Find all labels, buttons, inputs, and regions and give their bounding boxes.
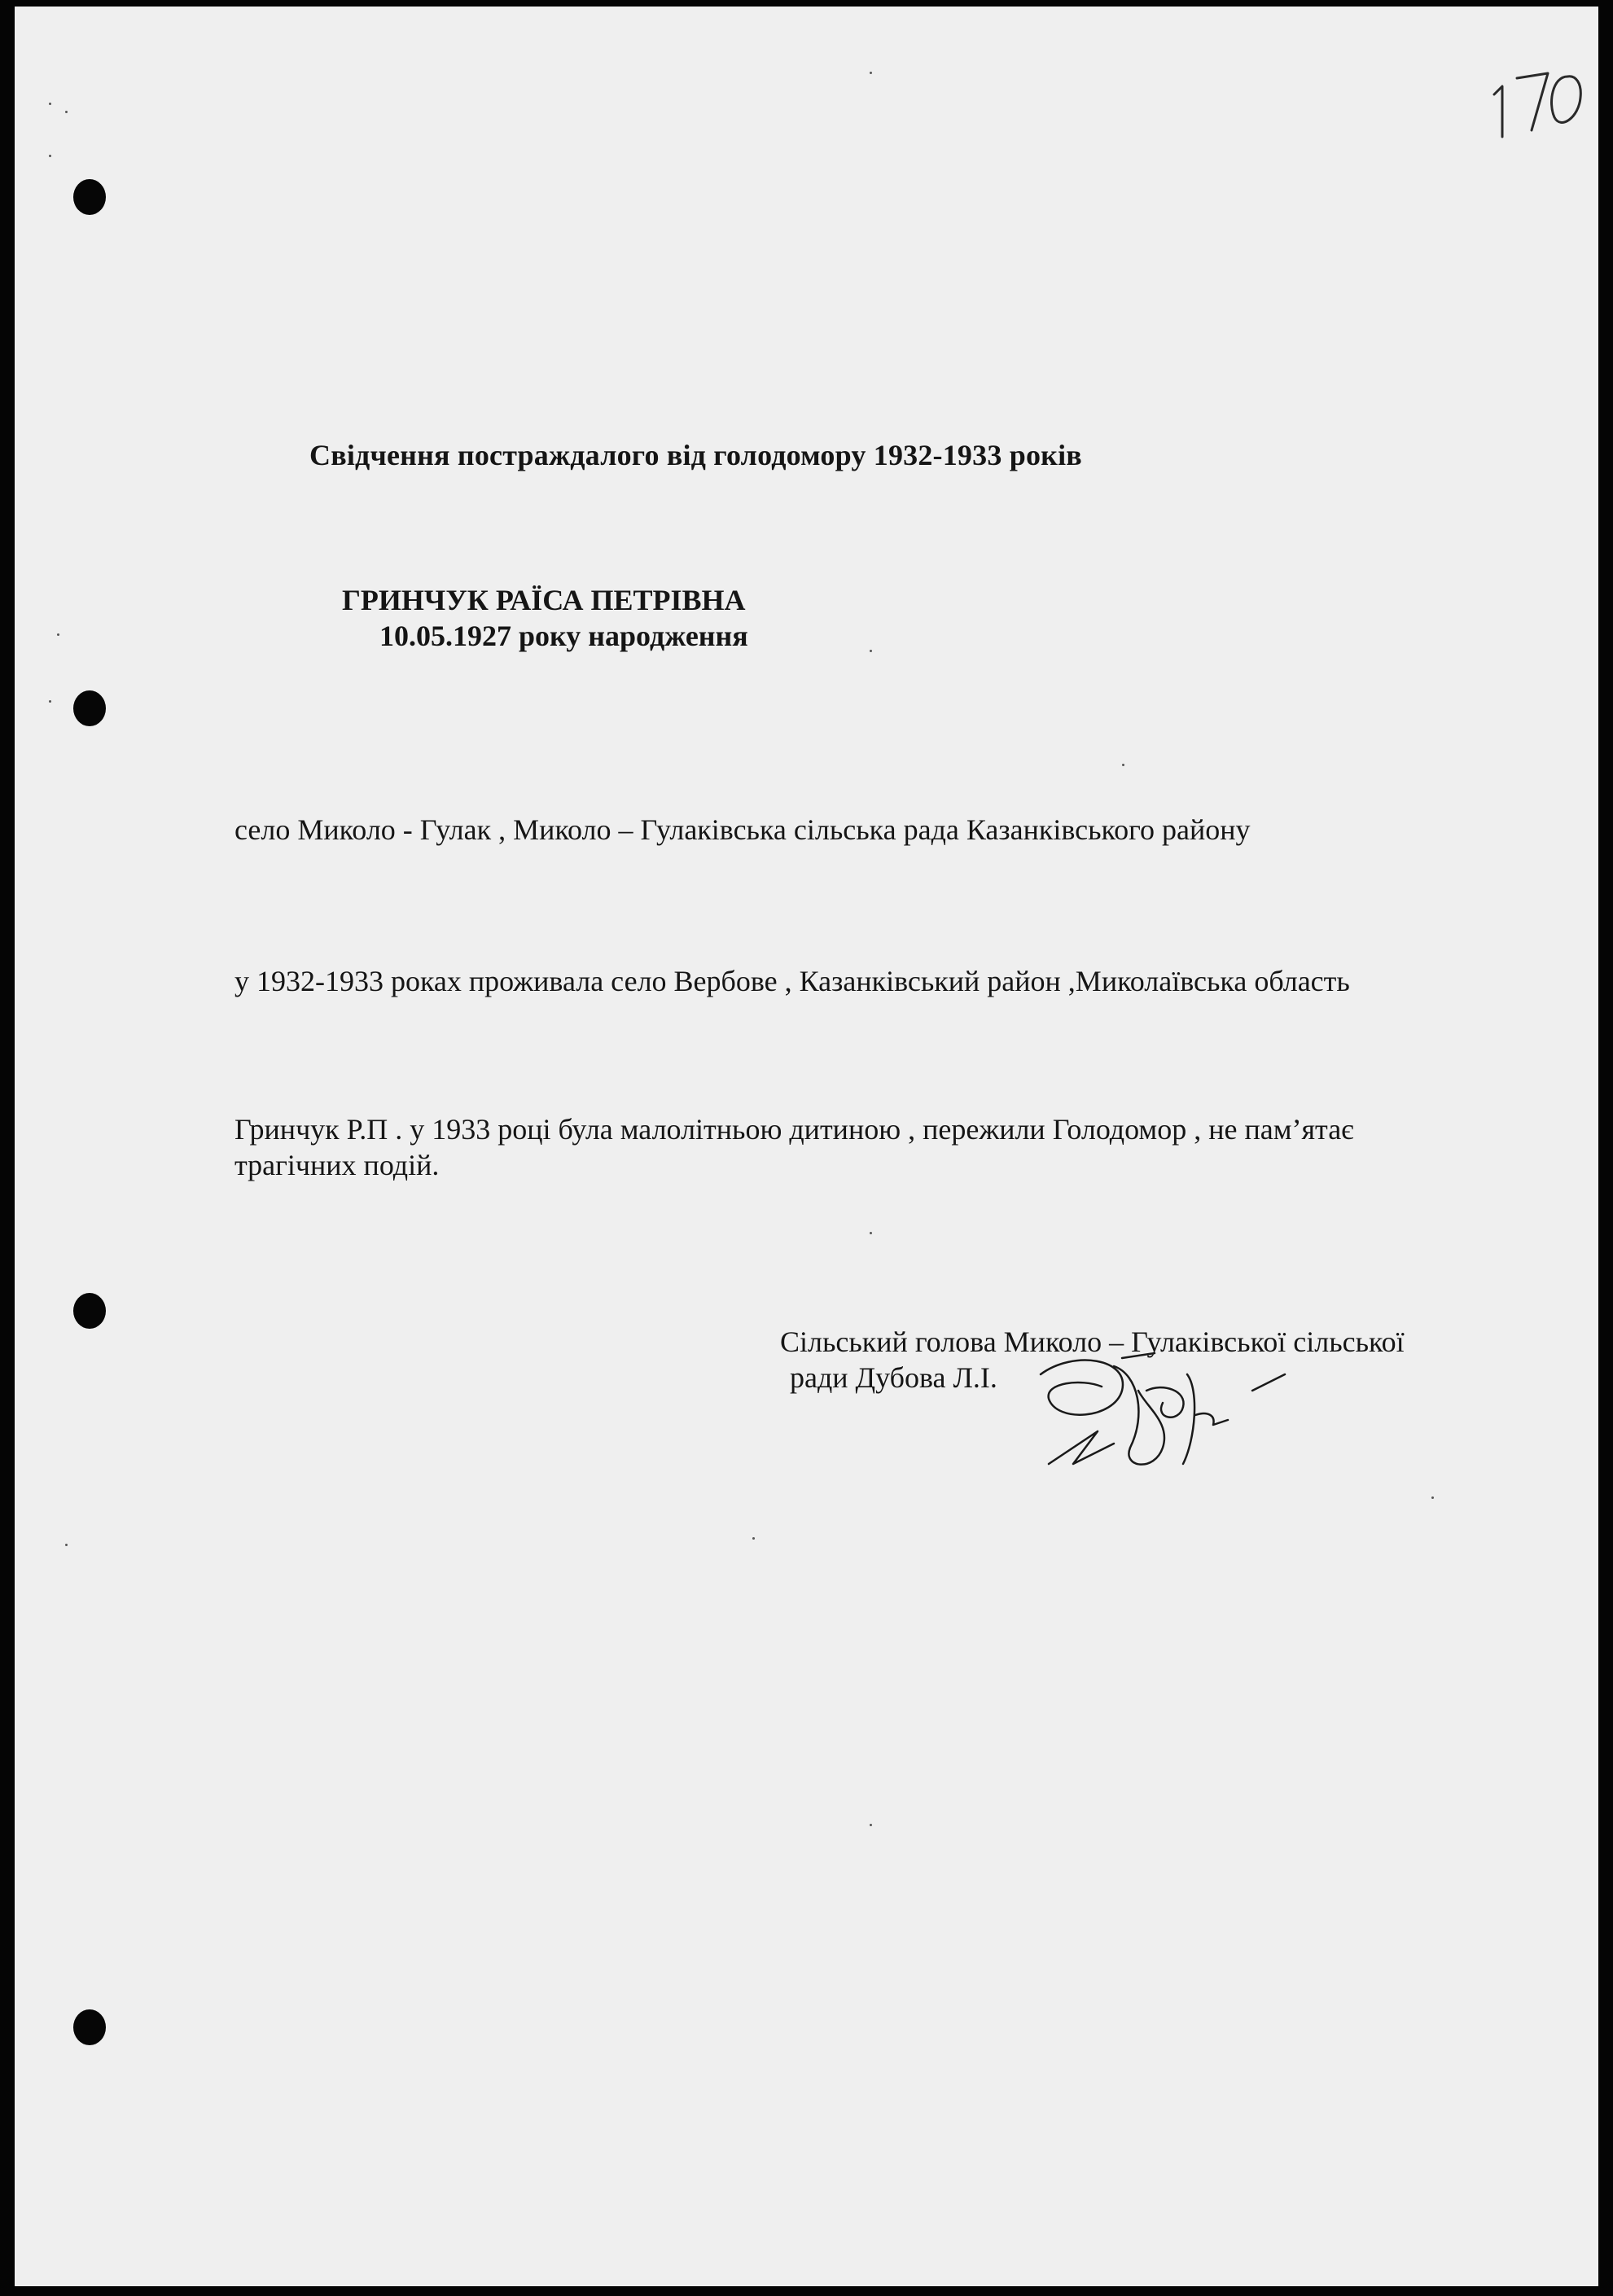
- scan-speck: [752, 1537, 755, 1540]
- scan-speck: [870, 1824, 872, 1826]
- document-page: [15, 7, 1598, 2286]
- scan-speck: [65, 1544, 68, 1546]
- residence-text: село Миколо - Гулак , Миколо – Гулаківська сільська рада Казанківського району: [234, 813, 1251, 846]
- punch-hole-1: [73, 179, 106, 215]
- punch-hole-2: [73, 690, 106, 726]
- scan-speck: [1431, 1496, 1434, 1499]
- scan-speck: [57, 633, 59, 636]
- scan-speck: [1122, 764, 1124, 766]
- document-title: Свідчення постраждалого від голодомору 1932-1933 років: [309, 439, 1082, 471]
- scan-speck: [49, 103, 51, 105]
- scan-speck: [870, 1232, 872, 1234]
- punch-hole-3: [73, 1293, 106, 1329]
- handwritten-page-number: [1484, 55, 1590, 145]
- handwritten-signature: [1024, 1342, 1301, 1488]
- scan-speck: [49, 155, 51, 157]
- residence-1932-text: у 1932-1933 роках проживала село Вербове , Казанківський район ,Миколаївська область: [234, 965, 1350, 997]
- scan-speck: [870, 72, 872, 74]
- testimony-line-1: Гринчук Р.П . у 1933 році була малолітньою дитиною , пережили Голодомор , не пам’ятає: [234, 1113, 1354, 1146]
- scan-speck: [65, 111, 68, 113]
- testimony-line-2: трагічних подій.: [234, 1149, 440, 1181]
- scan-speck: [870, 650, 872, 652]
- signatory-name: ради Дубова Л.І.: [790, 1361, 997, 1394]
- witness-name: ГРИНЧУК РАЇСА ПЕТРІВНА: [342, 584, 746, 616]
- punch-hole-4: [73, 2009, 106, 2045]
- signatory-title: Сільський голова Миколо – Гулаківської сільської: [780, 1325, 1405, 1358]
- birth-date: 10.05.1927 року народження: [379, 620, 748, 652]
- scan-speck: [49, 700, 51, 703]
